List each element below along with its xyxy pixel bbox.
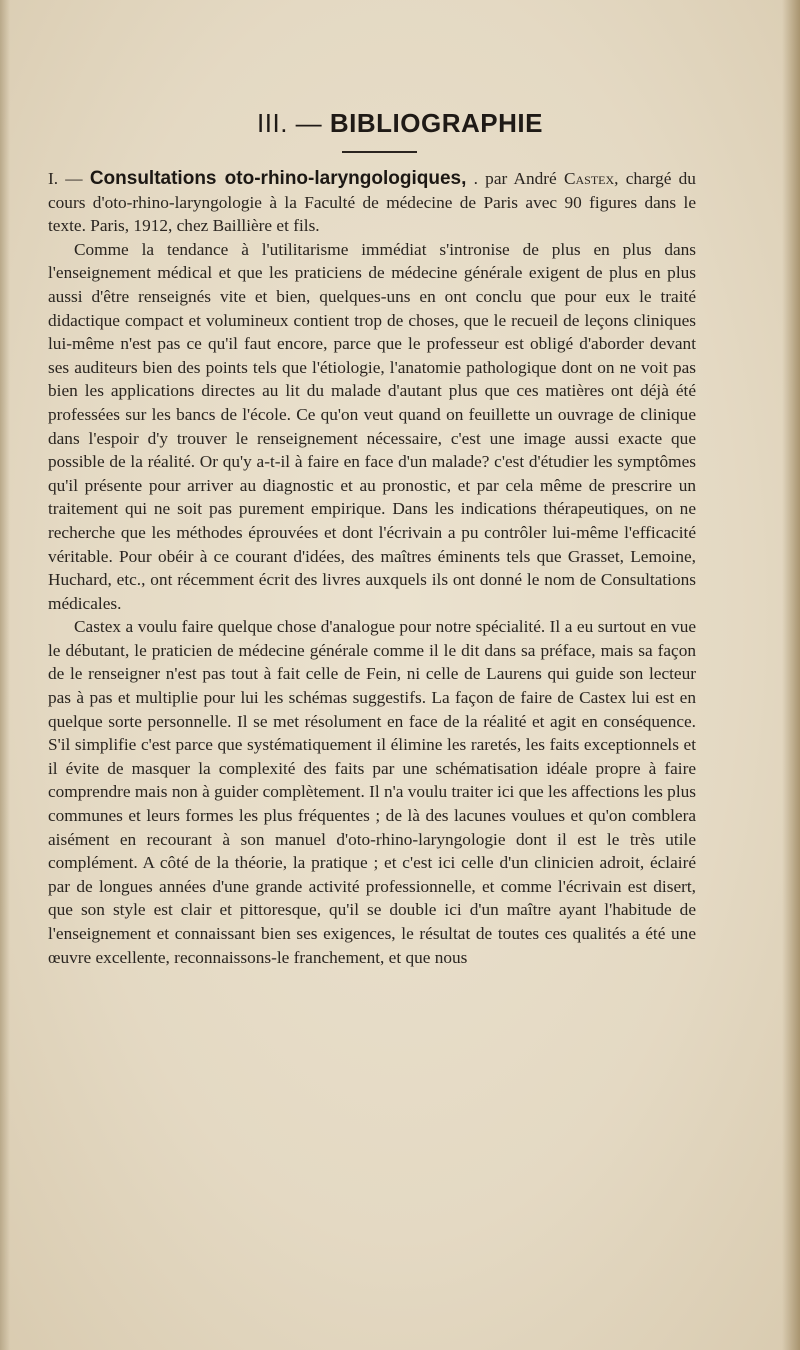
article-body	[48, 167, 696, 969]
section-number: III. —	[257, 108, 323, 138]
entry-author: Castex,	[563, 169, 619, 188]
page-right-edge	[782, 0, 800, 1350]
entry-number: I. —	[48, 169, 83, 188]
bibliography-entry	[48, 167, 696, 238]
heading-rule	[342, 151, 417, 153]
page-left-edge	[0, 0, 10, 1350]
section-title: BIBLIOGRAPHIE	[329, 108, 543, 138]
entry-details: chargé du cours d'oto-rhino-laryngologie à la Faculté de médecine de Paris avec 90 figures dans le texte. Paris, 1912, chez Baillière et fils.	[48, 169, 696, 236]
section-heading	[0, 108, 800, 139]
entry-by: . par André	[473, 169, 557, 188]
paragraph-2: Castex a voulu faire quelque chose d'analogue pour notre spécialité. Il a eu surtout en vue le débutant, le praticien de médecine générale comme il le dit dans sa préface, mais sa façon de le renseigner n'est pas tout à fait celle de Fein, ni celle de Laurens qui guide son lecteur pas à pas et multiplie pour lui les schémas suggestifs. La façon de faire de Castex lui est en quelque sorte personnelle. Il se met résolument en face de la réalité et agit en conséquence. S'il simplifie c'est parce que systématiquement il élimine les raretés, les faits exceptionnels et il évite de masquer la complexité des faits par une schématisation idéale propre à faire comprendre mais non à guider complètement. Il n'a voulu traiter ici que les affections les plus communes et leurs formes les plus fréquentes ; de là des lacunes voulues et qu'on comblera aisément en recourant à son manuel d'oto-rhino-laryngologie dont il est le très utile complément. A côté de la théorie, la pratique ; et c'est ici celle d'un clinicien adroit, éclairé par de longues années d'une grande activité professionnelle, et comme l'écrivain est disert, que son style est clair et pittoresque, qu'il se double ici d'un maître ayant l'habitude de l'enseignement et connaissant bien ses exigences, le résultat de toutes ces qualités a été une œuvre excellente, reconnaissons-le franchement, et que nous	[48, 617, 696, 967]
paragraph-1: Comme la tendance à l'utilitarisme immédiat s'intronise de plus en plus dans l'enseignement médical et que les praticiens de médecine générale exigent de plus en plus aussi d'être renseignés vite et bien, quelques-uns en ont conclu que pour eux le traité didactique compact et volumineux contient trop de choses, que le recueil de leçons cliniques lui-même n'est pas ce qu'il faut encore, parce que le professeur est obligé d'aborder devant ses auditeurs bien des points tels que l'étiologie, l'anatomie pathologique dont on ne voit pas bien les applications directes au lit du malade d'autant plus que ces matières ont déjà été professées sur les bancs de l'école. Ce qu'on veut quand on feuillette un ouvrage de clinique dans l'espoir d'y trouver le renseignement nécessaire, c'est une image aussi exacte que possible de la réalité. Or qu'y a-t-il à faire en face d'un malade? c'est d'étudier les symptômes qu'il présente pour arriver au diagnostic et au pronostic, et par cela même de prescrire un traitement qui ne soit pas purement empirique. Dans les indications thérapeutiques, on ne recherche que les méthodes éprouvées et dont l'écrivain a pu contrôler lui-même l'efficacité véritable. Pour obéir à ce courant d'idées, des maîtres éminents tels que Grasset, Lemoine, Huchard, etc., ont récemment écrit des livres auxquels ils ont donné le nom de Consultations médicales.	[48, 239, 696, 613]
entry-title: Consultations oto-rhino-laryngologiques,	[89, 168, 467, 189]
